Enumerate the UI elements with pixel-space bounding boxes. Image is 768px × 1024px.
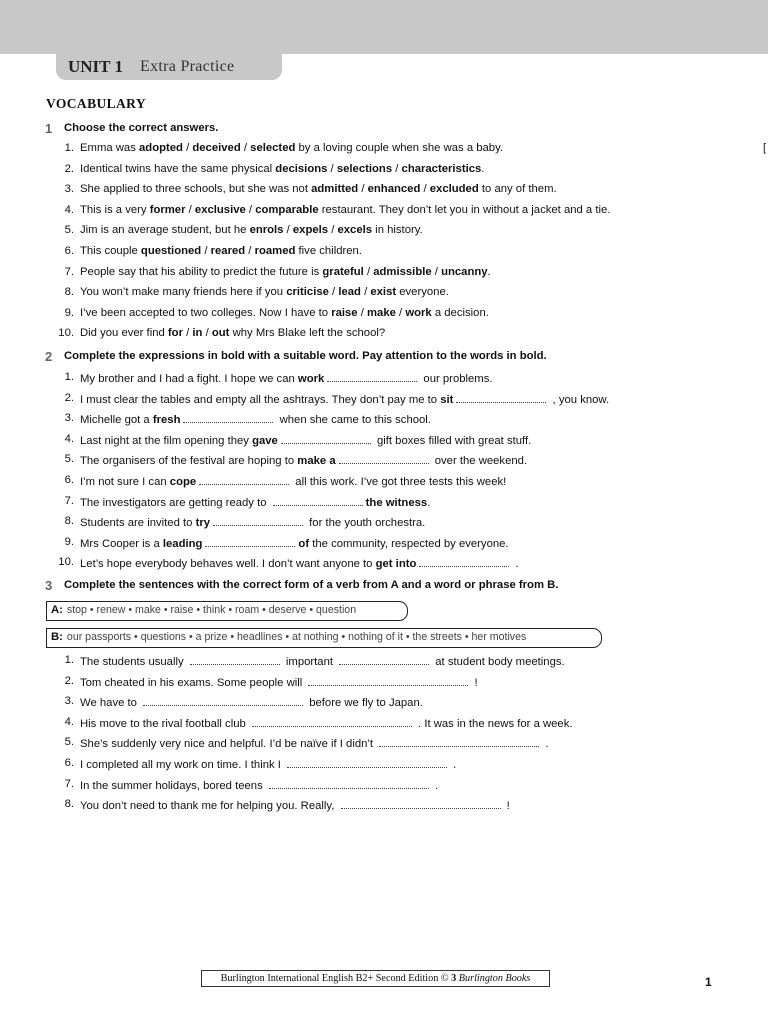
bold-word: admitted: [311, 183, 359, 196]
list-item: [0, 515, 700, 533]
bold-word: adopted: [139, 142, 183, 154]
item-number: 3.: [64, 695, 74, 708]
section-title: VOCABULARY: [46, 96, 147, 111]
bold-word: make a: [297, 455, 336, 468]
answer-blank[interactable]: [269, 778, 429, 789]
bold-word: sit: [440, 393, 454, 406]
item-number: 6.: [64, 757, 74, 769]
bold-word: deceived: [192, 142, 241, 154]
bold-word: enrols: [249, 224, 284, 237]
bold-word: in: [192, 327, 203, 340]
bold-word: comparable: [255, 203, 319, 216]
item-number: 8.: [64, 798, 74, 811]
answer-blank[interactable]: [190, 654, 280, 665]
exercise-instruction: Complete the sentences with the correct form of a verb from A and a word or phrase from B.: [64, 579, 559, 591]
list-item: [0, 778, 700, 796]
item-number: 7.: [64, 265, 74, 278]
item-text: In the summer holidays, bored teens .: [80, 779, 439, 792]
answer-blank[interactable]: [339, 453, 429, 464]
unit-subtitle: Extra Practice: [140, 58, 235, 75]
list-item: [0, 392, 700, 410]
list-item: [0, 142, 700, 160]
bold-word: for: [167, 327, 183, 340]
answer-blank[interactable]: [419, 556, 509, 567]
exercise-number: 3: [45, 578, 53, 593]
item-number: 8.: [64, 286, 74, 299]
bold-word: excluded: [429, 183, 479, 196]
list-item: [0, 495, 700, 513]
word-box-label: B:: [51, 631, 63, 643]
bold-word: raise: [331, 306, 358, 319]
item-text: The investigators are getting ready to the witness.: [80, 496, 431, 509]
bold-word: out: [211, 327, 230, 340]
word-box-b: [46, 628, 602, 648]
item-text: We have to before we fly to Japan.: [80, 697, 423, 710]
list-item: [0, 433, 700, 451]
list-item: [0, 412, 700, 430]
item-number: 1.: [64, 654, 74, 666]
item-text: Let’s hope everybody behaves well. I don’t want anyone to get into .: [80, 558, 519, 571]
bold-word: try: [195, 517, 211, 530]
answer-blank[interactable]: [308, 675, 468, 686]
exercise-instruction: Complete the expressions in bold with a suitable word. Pay attention to the words in bold.: [64, 350, 547, 362]
item-text: You won’t make many friends here if you criticise / lead / exist everyone.: [80, 286, 449, 299]
bold-word: selected: [250, 142, 296, 154]
item-number: 2.: [64, 391, 74, 404]
answer-blank[interactable]: [341, 798, 501, 809]
exercise-number: 1: [45, 121, 53, 136]
bold-word: roamed: [254, 245, 296, 257]
list-item: [0, 307, 700, 325]
answer-blank[interactable]: [183, 412, 273, 423]
item-text: She’s suddenly very nice and helpful. I’d be naïve if I didn’t .: [80, 738, 549, 751]
list-item: [0, 204, 700, 222]
item-text: My brother and I had a fight. I hope we can work our problems.: [80, 373, 493, 385]
bold-word: admissible: [373, 265, 432, 278]
list-item: [0, 183, 700, 201]
footer-credit: Burlington International English B2+ Second Edition © 3 Burlington Books: [201, 970, 550, 987]
item-number: 5.: [64, 224, 74, 237]
list-item: [0, 327, 700, 345]
exercise-instruction: Choose the correct answers.: [64, 122, 219, 134]
item-number: 3.: [64, 412, 74, 425]
item-text: Jim is an average student, but he enrols / expels / excels in history.: [80, 224, 423, 237]
bold-word: leading: [162, 537, 203, 550]
list-item: [0, 757, 700, 775]
answer-blank[interactable]: [213, 515, 303, 526]
item-text: I’ve been accepted to two colleges. Now I have to raise / make / work a decision.: [80, 306, 489, 319]
list-item: [0, 286, 700, 304]
list-item: [0, 556, 700, 574]
list-item: [0, 224, 700, 242]
item-number: 2.: [64, 162, 74, 175]
answer-blank[interactable]: [339, 654, 429, 665]
list-item: [0, 675, 700, 693]
answer-blank[interactable]: [456, 392, 546, 403]
answer-blank[interactable]: [281, 433, 371, 444]
item-number: 4.: [64, 432, 74, 445]
bold-word: reared: [210, 245, 246, 257]
bold-word: get into: [375, 558, 417, 571]
list-item: [0, 453, 700, 471]
top-band: [0, 0, 768, 54]
item-text: Tom cheated in his exams. Some people will !: [80, 676, 478, 689]
footer-text: Burlington International English B2+ Second Edition ©: [220, 973, 449, 984]
page-number: 1: [705, 975, 712, 989]
word-box-a: [46, 601, 408, 621]
item-number: 9.: [64, 535, 74, 548]
list-item: [0, 798, 700, 816]
item-text: I’m not sure I can cope all this work. I’ve got three tests this week!: [80, 476, 507, 488]
bold-word: make: [367, 306, 396, 319]
list-item: [0, 371, 700, 389]
footer-brand: Burlington Books: [458, 973, 531, 984]
bold-word: lead: [338, 286, 361, 299]
item-text: His move to the rival football club . It was in the news for a week.: [80, 717, 573, 730]
item-number: 2.: [64, 674, 74, 687]
answer-blank[interactable]: [143, 695, 303, 706]
item-text: She applied to three schools, but she was not admitted / enhanced / excluded to any of them.: [80, 183, 557, 196]
answer-blank[interactable]: [273, 495, 363, 506]
item-number: 5.: [64, 736, 74, 749]
bold-word: fresh: [152, 414, 181, 427]
list-item: [0, 716, 700, 734]
item-text: You don’t need to thank me for helping you. Really, !: [80, 800, 510, 813]
bold-word: expels: [292, 224, 329, 237]
item-number: 9.: [64, 306, 74, 319]
item-text: Michelle got a fresh when she came to this school.: [80, 414, 431, 427]
bold-word: exist: [370, 286, 397, 299]
item-number: 5.: [64, 453, 74, 466]
list-item: [0, 163, 700, 181]
answer-blank[interactable]: [205, 536, 295, 547]
bold-word: the witness: [365, 496, 428, 509]
word-box-label: A:: [51, 604, 63, 616]
item-number: 6.: [64, 245, 74, 257]
item-text: This couple questioned / reared / roamed five children.: [80, 245, 362, 257]
item-number: 1.: [64, 371, 74, 383]
item-text: Last night at the film opening they gave gift boxes filled with great stuff.: [80, 434, 532, 447]
word-box-words: stop • renew • make • raise • think • roam • deserve • question: [66, 604, 357, 616]
answer-blank[interactable]: [327, 371, 417, 382]
item-number: 7.: [64, 777, 74, 790]
bold-word: work: [297, 373, 325, 385]
item-text: Did you ever find for / in / out why Mrs Blake left the school?: [80, 327, 386, 340]
bold-word: excels: [337, 224, 373, 237]
edge-mark: [: [763, 142, 767, 154]
list-item: [0, 736, 700, 754]
item-text: The students usually important at student body meetings.: [80, 656, 565, 668]
bold-word: grateful: [322, 265, 364, 278]
item-text: The organisers of the festival are hoping to make a over the weekend.: [80, 455, 528, 468]
item-text: Mrs Cooper is a leading of the community, respected by everyone.: [80, 537, 509, 550]
bold-word: work: [405, 306, 432, 319]
bold-word: questioned: [140, 245, 202, 257]
bold-word: former: [149, 203, 186, 216]
list-item: [0, 266, 700, 284]
item-number: 7.: [64, 494, 74, 507]
answer-blank[interactable]: [252, 716, 412, 727]
item-text: Identical twins have the same physical decisions / selections / characteristics.: [80, 162, 485, 175]
bold-word: criticise: [286, 286, 329, 299]
word-box-words: our passports • questions • a prize • headlines • at nothing • nothing of it • the streets • her motives: [66, 631, 527, 643]
unit-label: UNIT 1: [68, 57, 123, 76]
bold-word: of: [298, 537, 310, 550]
item-text: This is a very former / exclusive / comparable restaurant. They don’t let you in without a jacket and a tie.: [80, 203, 611, 216]
bold-word: uncanny: [441, 265, 488, 278]
bold-word: exclusive: [194, 203, 246, 216]
item-number: 8.: [64, 515, 74, 528]
item-text: I must clear the tables and empty all the ashtrays. They don’t pay me to sit , you know.: [80, 393, 610, 406]
bold-word: gave: [252, 434, 278, 447]
item-number: 10.: [58, 327, 74, 340]
list-item: [0, 536, 700, 554]
item-number: 4.: [64, 715, 74, 728]
item-number: 3.: [64, 183, 74, 196]
item-number: 1.: [64, 142, 74, 154]
item-number: 4.: [64, 203, 74, 216]
item-text: People say that his ability to predict the future is grateful / admissible / uncanny.: [80, 265, 491, 278]
item-text: I completed all my work on time. I think I .: [80, 759, 457, 771]
bold-word: decisions: [275, 162, 328, 175]
bold-word: cope: [169, 476, 197, 488]
item-text: Emma was adopted / deceived / selected by a loving couple when she was a baby.: [80, 142, 504, 154]
bold-word: characteristics: [401, 162, 482, 175]
bold-word: selections: [336, 162, 393, 175]
item-number: 10.: [58, 556, 74, 569]
item-text: Students are invited to try for the youth orchestra.: [80, 517, 426, 530]
list-item: [0, 654, 700, 672]
list-item: [0, 474, 700, 492]
answer-blank[interactable]: [199, 474, 289, 485]
answer-blank[interactable]: [379, 736, 539, 747]
bold-word: enhanced: [367, 183, 421, 196]
answer-blank[interactable]: [287, 757, 447, 768]
list-item: [0, 245, 700, 263]
exercise-number: 2: [45, 349, 53, 364]
item-number: 6.: [64, 474, 74, 486]
list-item: [0, 695, 700, 713]
